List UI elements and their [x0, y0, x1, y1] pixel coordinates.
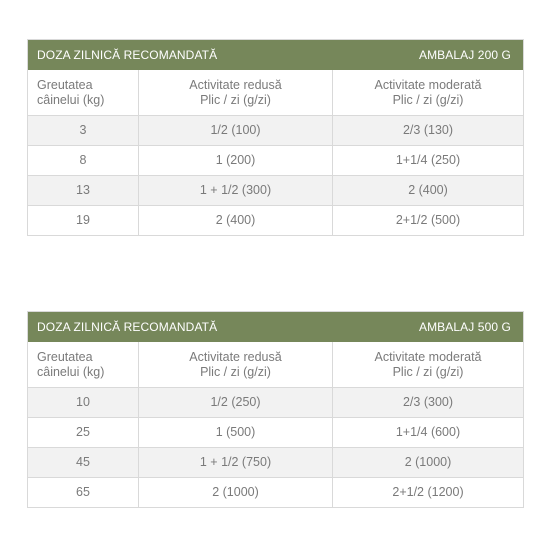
low-activity-cell: 2 (1000)	[138, 478, 332, 507]
moderate-activity-cell: 2/3 (300)	[332, 388, 523, 417]
weight-cell: 45	[76, 455, 90, 469]
moderate-activity-cell: 1+1/4 (600)	[332, 418, 523, 447]
moderate-activity-cell: 2 (1000)	[332, 448, 523, 477]
dose-table-200g	[27, 39, 524, 236]
table-row	[28, 145, 523, 175]
table-title: DOZA ZILNICĂ RECOMANDATĂ	[37, 48, 218, 62]
column-header-moderate-activity: Activitate moderată Plic / zi (g/zi)	[332, 342, 523, 387]
weight-cell: 65	[76, 485, 90, 499]
low-activity-cell: 2 (400)	[138, 206, 332, 235]
moderate-activity-cell: 2 (400)	[332, 176, 523, 205]
moderate-activity-cell: 1+1/4 (250)	[332, 146, 523, 175]
low-activity-cell: 1 (500)	[138, 418, 332, 447]
weight-cell: 13	[76, 183, 90, 197]
package-label: AMBALAJ 200 G	[418, 48, 511, 62]
low-activity-cell: 1/2 (100)	[138, 116, 332, 145]
table-header-bar	[28, 40, 523, 70]
column-header-weight: Greutatea câinelui (kg)	[37, 349, 105, 379]
package-label: AMBALAJ 500 G	[418, 320, 511, 334]
table-row	[28, 115, 523, 145]
table-row	[28, 477, 523, 507]
table-row	[28, 205, 523, 235]
column-header-row	[28, 70, 523, 115]
column-header-low-activity: Activitate redusă Plic / zi (g/zi)	[138, 70, 332, 115]
table-header-bar	[28, 312, 523, 342]
low-activity-cell: 1 (200)	[138, 146, 332, 175]
weight-cell: 19	[76, 213, 90, 227]
table-title: DOZA ZILNICĂ RECOMANDATĂ	[37, 320, 218, 334]
weight-cell: 25	[76, 425, 90, 439]
table-row	[28, 447, 523, 477]
moderate-activity-cell: 2+1/2 (500)	[332, 206, 523, 235]
column-header-row	[28, 342, 523, 387]
column-header-moderate-activity: Activitate moderată Plic / zi (g/zi)	[332, 70, 523, 115]
weight-cell: 8	[79, 153, 87, 167]
low-activity-cell: 1 + 1/2 (750)	[138, 448, 332, 477]
table-row	[28, 387, 523, 417]
low-activity-cell: 1 + 1/2 (300)	[138, 176, 332, 205]
moderate-activity-cell: 2/3 (130)	[332, 116, 523, 145]
table-row	[28, 175, 523, 205]
moderate-activity-cell: 2+1/2 (1200)	[332, 478, 523, 507]
dose-table-500g	[27, 311, 524, 508]
column-header-low-activity: Activitate redusă Plic / zi (g/zi)	[138, 342, 332, 387]
weight-cell: 3	[79, 123, 87, 137]
table-row	[28, 417, 523, 447]
column-header-weight: Greutatea câinelui (kg)	[37, 77, 105, 107]
weight-cell: 10	[76, 395, 90, 409]
low-activity-cell: 1/2 (250)	[138, 388, 332, 417]
